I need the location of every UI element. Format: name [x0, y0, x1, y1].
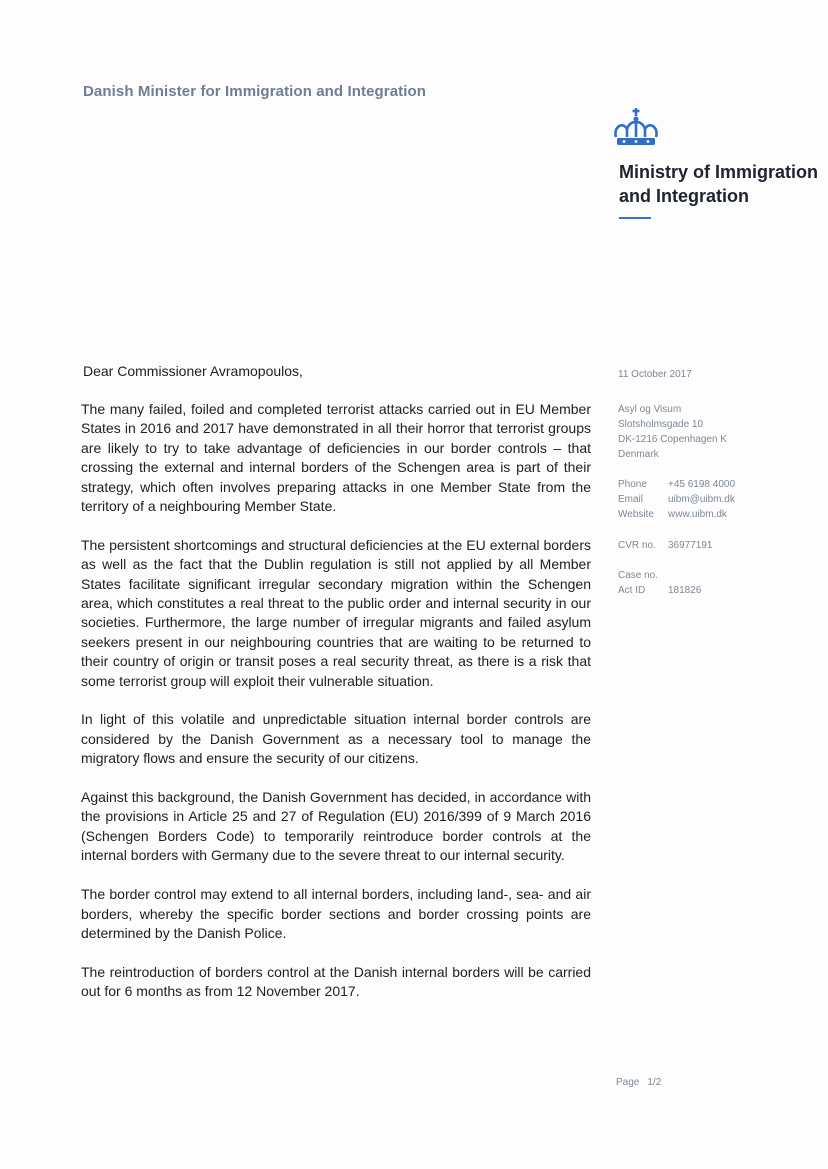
page-label: Page	[616, 1077, 640, 1088]
paragraph: The border control may extend to all internal borders, including land-, sea- and air borders, whereby the specific border sections and border crossing points are determined by the Danish Police.	[81, 886, 591, 941]
cvr-label: CVR no.	[618, 540, 656, 551]
page-count: 1/2	[647, 1077, 662, 1088]
contact-row-email	[618, 492, 818, 507]
act-id-row	[618, 583, 818, 598]
sender-header: Danish Minister for Immigration and Integration	[83, 83, 427, 100]
cvr-value: 36977191	[668, 540, 713, 551]
contact-label: Phone	[618, 479, 647, 490]
contact-label: Website	[618, 509, 654, 520]
letter-body	[81, 400, 591, 1021]
paragraph: The reintroduction of borders control at the Danish internal borders will be carried out for 6 months as from 12 November 2017.	[81, 963, 591, 1000]
address-line: Asyl og Visum	[618, 404, 682, 415]
cvr-row	[618, 538, 818, 553]
address-line: DK-1216 Copenhagen K	[618, 434, 727, 445]
ministry-name	[619, 160, 819, 208]
ministry-name-line2: and Integration	[619, 186, 749, 206]
paragraph: In light of this volatile and unpredictable situation internal border controls are considered by the Danish Government as a necessary tool to manage the migratory flows and ensure the security of our citizens.	[81, 711, 591, 767]
address-line: Slotsholmsgade 10	[618, 419, 704, 430]
website-value: www.uibm.dk	[668, 509, 727, 520]
paragraph: The many failed, foiled and completed terrorist attacks carried out in EU Member States in 2016 and 2017 have demonstrated in all their horror that terrorist groups are likely to try to take advantage of deficiencies in our border controls – that crossing the external and internal borders of the Schengen area is part of their strategy, which often involves preparing attacks in one Member State from the territory of a neighbouring Member State.	[81, 401, 591, 515]
email-value: uibm@uibm.dk	[668, 494, 735, 505]
letter-date: 11 October 2017	[618, 369, 692, 380]
act-id-label: Act ID	[618, 585, 646, 596]
contact-row-phone	[618, 477, 818, 492]
sender-address	[618, 402, 818, 462]
contact-row-website	[618, 507, 818, 522]
phone-value: +45 6198 4000	[668, 479, 736, 490]
royal-crown-icon	[611, 107, 661, 149]
salutation: Dear Commissioner Avramopoulos,	[83, 363, 303, 379]
contact-details	[618, 477, 818, 522]
act-id-value: 181826	[668, 585, 702, 596]
page-number	[616, 1077, 669, 1088]
case-no-label: Case no.	[618, 570, 659, 581]
case-no-row	[618, 568, 818, 583]
paragraph: Against this background, the Danish Government has decided, in accordance with the provisions in Article 25 and 27 of Regulation (EU) 2016/399 of 9 March 2016 (Schengen Borders Code) to temporarily reintroduce border controls at the internal borders with Germany due to the severe threat to our internal security.	[81, 789, 591, 864]
address-line: Denmark	[618, 449, 659, 460]
paragraph: The persistent shortcomings and structural deficiencies at the EU external borders as well as the fact that the Dublin regulation is still not applied by all Member States facilitate significant irregular secondary migration within the Schengen area, which constitutes a real threat to the public order and internal security in our societies. Furthermore, the large number of irregular migrants and failed asylum seekers present in our neighbouring countries that are waiting to be returned to their country of origin or transit poses a real security threat, as there is a risk that some terrorist group will exploit their vulnerable situation.	[81, 536, 591, 689]
contact-label: Email	[618, 494, 644, 505]
accent-rule	[619, 217, 651, 219]
ministry-name-line1: Ministry of Immigration	[619, 162, 819, 182]
